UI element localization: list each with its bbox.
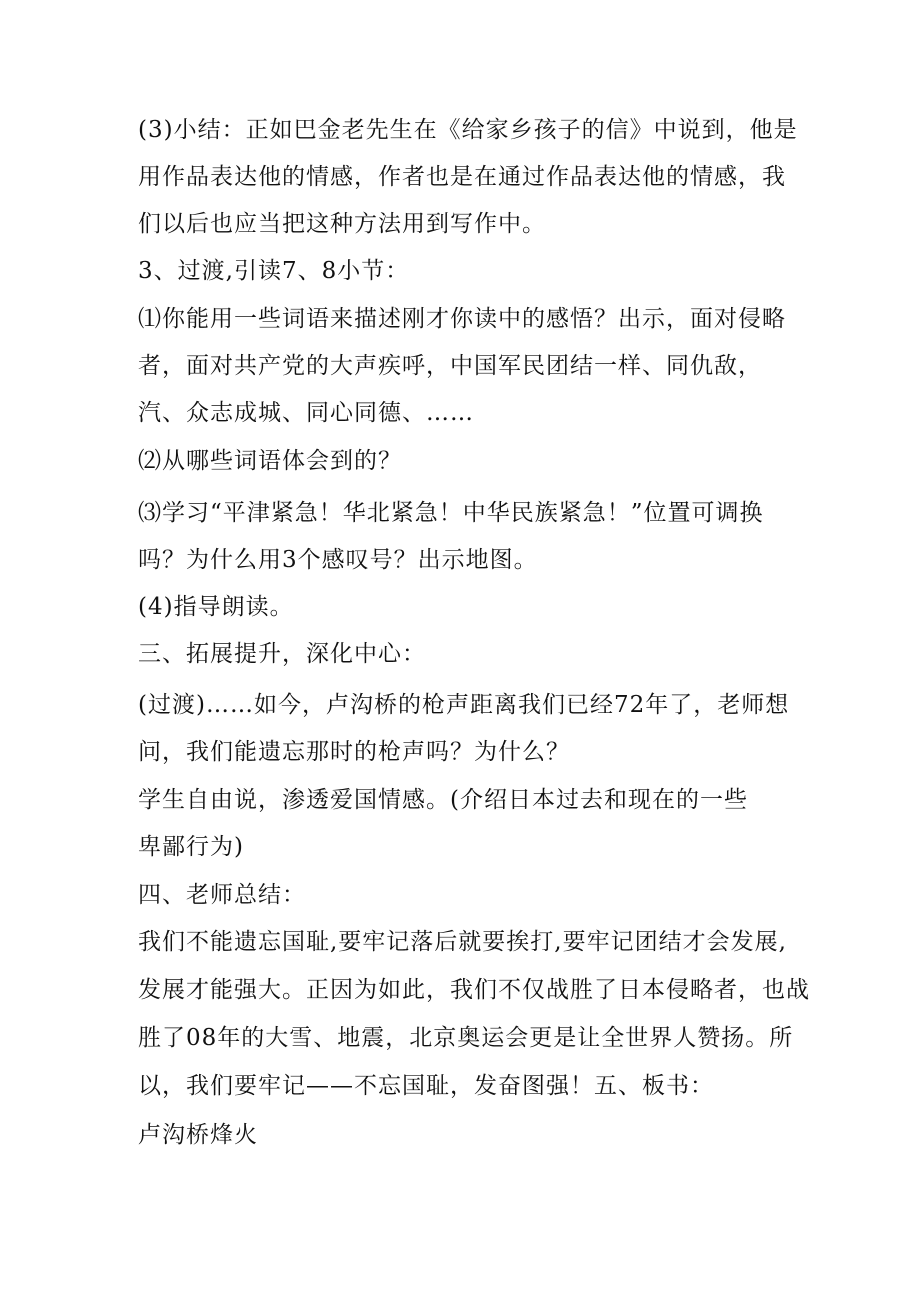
text-line: 卢沟桥烽火: [138, 1122, 258, 1148]
text-line: 以，我们要牢记——不忘国耻，发奋图强！五、板书：: [138, 1073, 714, 1099]
text-line: 发展才能强大。正因为如此，我们不仅战胜了日本侵略者，也战: [138, 977, 810, 1003]
text-line: 学生自由说，渗透爱国情感。(介绍日本过去和现在的一些: [138, 787, 748, 813]
text-line: 者，面对共产党的大声疾呼，中国军民团结一样、同仇敌，: [138, 353, 762, 379]
text-line: ⑶学习“平津紧急！华北紧急！中华民族紧急！”位置可调换: [138, 500, 764, 526]
text-line: 卑鄙行为): [138, 834, 244, 860]
text-line: 们以后也应当把这种方法用到写作中。: [138, 211, 546, 237]
section-heading: 三、拓展提升，深化中心：: [138, 641, 426, 667]
text-line: 用作品表达他的情感，作者也是在通过作品表达他的情感，我: [138, 164, 786, 190]
text-line: ⑴你能用一些词语来描述刚才你读中的感悟？出示，面对侵略: [138, 306, 786, 332]
text-line: (4)指导朗读。: [138, 594, 294, 620]
text-line: 我们不能遗忘国耻,要牢记落后就要挨打,要牢记团结才会发展,: [138, 929, 787, 955]
text-line: (3)小结：正如巴金老先生在《给家乡孩子的信》中说到，他是: [138, 117, 798, 143]
text-line: 汽、众志成城、同心同德、……: [138, 400, 474, 426]
text-line: 吗？为什么用3个感叹号？出示地图。: [138, 547, 538, 573]
text-line: ⑵从哪些词语体会到的？: [138, 448, 402, 474]
text-line: 问，我们能遗忘那时的枪声吗？为什么？: [138, 739, 570, 765]
section-heading: 3、过渡,引读7、8小节：: [138, 258, 410, 284]
text-line: 胜了08年的大雪、地震，北京奥运会更是让全世界人赞扬。所: [138, 1025, 794, 1051]
text-line: (过渡)……如今，卢沟桥的枪声距离我们已经72年了，老师想: [138, 692, 790, 718]
section-heading: 四、老师总结：: [138, 882, 306, 908]
